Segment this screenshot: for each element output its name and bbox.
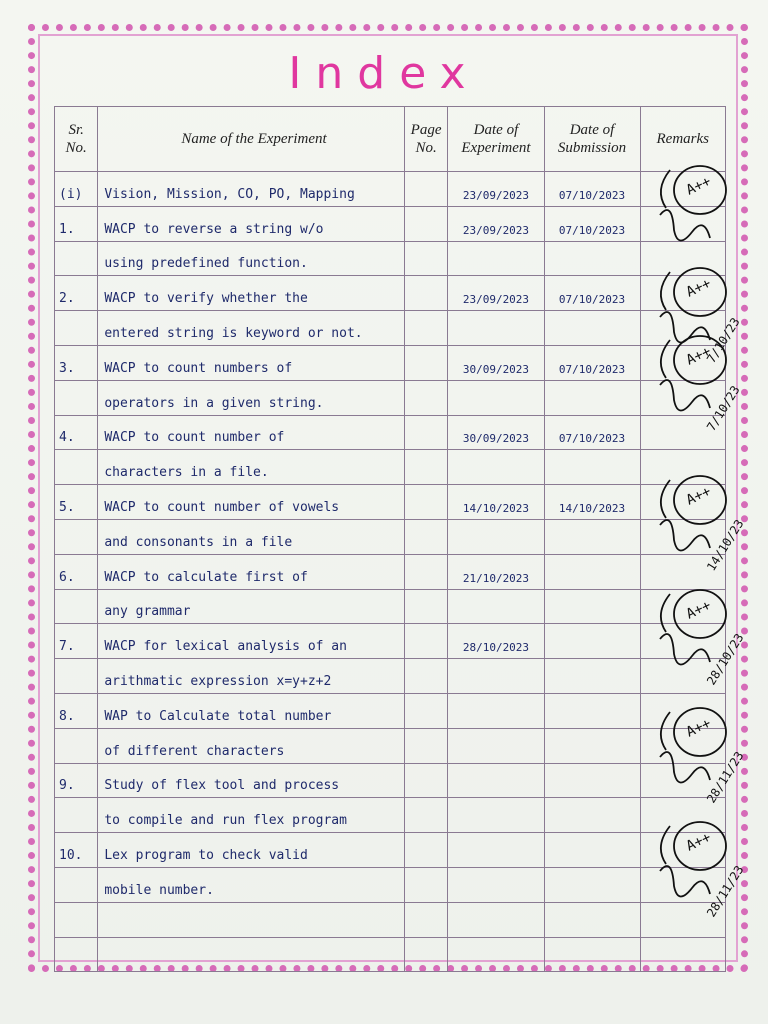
row-sr-no (55, 485, 98, 520)
row-experiment-name-text: characters in a file. (104, 465, 269, 481)
row-sr-no (55, 798, 98, 833)
row-page-no (404, 833, 448, 868)
row-date-experiment (448, 728, 544, 763)
remark-date: 14/10/23 (704, 516, 747, 574)
row-sr-no (55, 589, 98, 624)
row-sr-no (55, 206, 98, 241)
row-date-experiment-text: 28/10/2023 (462, 641, 530, 655)
row-date-experiment (448, 624, 544, 659)
row-sr-no-text: 1. (59, 221, 75, 237)
table-row (55, 554, 726, 589)
table-row (55, 380, 726, 415)
table-row (55, 624, 726, 659)
row-experiment-name-text: Study of flex tool and process (104, 778, 340, 794)
row-sr-no (55, 450, 98, 485)
row-experiment-name-text: mobile number. (104, 882, 214, 898)
row-date-submission-text: 07/10/2023 (558, 432, 626, 446)
remark-grade: A++ (683, 597, 714, 623)
row-page-no (404, 345, 448, 380)
remark-grade: A++ (683, 483, 714, 509)
row-experiment-name-text: using predefined function. (104, 256, 308, 272)
table-row (55, 485, 726, 520)
row-experiment-name (98, 728, 404, 763)
row-remarks (640, 937, 725, 972)
row-sr-no (55, 693, 98, 728)
row-date-experiment (448, 589, 544, 624)
row-sr-no (55, 554, 98, 589)
row-experiment-name (98, 519, 404, 554)
table-row (55, 659, 726, 694)
row-sr-no-text: 10. (59, 847, 83, 863)
row-experiment-name-text: WACP to calculate first of (104, 569, 308, 585)
row-experiment-name-text: WACP to count number of (104, 430, 285, 446)
table-row (55, 693, 726, 728)
row-experiment-name-text: Vision, Mission, CO, PO, Mapping (104, 186, 355, 202)
header-page-no-label: Page No. (410, 122, 442, 156)
row-experiment-name (98, 241, 404, 276)
row-experiment-name (98, 902, 404, 937)
row-experiment-name (98, 450, 404, 485)
row-page-no (404, 693, 448, 728)
row-date-submission (544, 833, 640, 868)
row-experiment-name (98, 833, 404, 868)
row-sr-no (55, 763, 98, 798)
row-sr-no-text: 9. (59, 778, 75, 794)
row-date-submission-text: 07/10/2023 (558, 293, 626, 307)
row-page-no (404, 415, 448, 450)
row-experiment-name (98, 415, 404, 450)
header-date-experiment (448, 107, 544, 172)
header-name-label: Name of the Experiment (181, 131, 327, 147)
table-row (55, 415, 726, 450)
row-sr-no (55, 519, 98, 554)
row-date-experiment (448, 311, 544, 346)
row-date-submission (544, 763, 640, 798)
row-sr-no (55, 902, 98, 937)
row-sr-no-text: 4. (59, 430, 75, 446)
row-experiment-name-text: of different characters (104, 743, 285, 759)
row-date-submission (544, 172, 640, 207)
row-date-experiment (448, 415, 544, 450)
page-title: Index (288, 48, 480, 99)
row-date-experiment (448, 833, 544, 868)
row-date-submission (544, 450, 640, 485)
row-date-experiment (448, 693, 544, 728)
row-date-submission (544, 380, 640, 415)
row-date-experiment (448, 380, 544, 415)
row-date-submission (544, 624, 640, 659)
row-experiment-name-text: entered string is keyword or not. (104, 325, 363, 341)
row-date-submission (544, 241, 640, 276)
row-page-no (404, 937, 448, 972)
header-date-submission (544, 107, 640, 172)
row-experiment-name (98, 554, 404, 589)
row-date-experiment-text: 23/09/2023 (462, 188, 530, 202)
row-experiment-name-text: Lex program to check valid (104, 847, 308, 863)
row-date-experiment (448, 345, 544, 380)
row-page-no (404, 763, 448, 798)
row-sr-no-text: 5. (59, 499, 75, 515)
row-experiment-name (98, 867, 404, 902)
row-sr-no-text: 8. (59, 708, 75, 724)
row-date-experiment (448, 276, 544, 311)
row-sr-no (55, 867, 98, 902)
row-experiment-name-text: arithmatic expression x=y+z+2 (104, 673, 332, 689)
row-date-experiment (448, 902, 544, 937)
row-date-submission (544, 345, 640, 380)
row-experiment-name-text: any grammar (104, 604, 191, 620)
row-sr-no (55, 624, 98, 659)
row-page-no (404, 276, 448, 311)
row-sr-no (55, 659, 98, 694)
header-date-experiment-label: Date of Experiment (461, 122, 531, 156)
row-date-submission (544, 867, 640, 902)
row-page-no (404, 519, 448, 554)
row-experiment-name (98, 659, 404, 694)
table-row (55, 519, 726, 554)
row-date-submission (544, 206, 640, 241)
row-page-no (404, 902, 448, 937)
row-experiment-name (98, 937, 404, 972)
row-experiment-name (98, 693, 404, 728)
row-experiment-name (98, 172, 404, 207)
row-experiment-name (98, 624, 404, 659)
row-experiment-name (98, 763, 404, 798)
row-date-submission-text: 07/10/2023 (558, 188, 626, 202)
table-row (55, 241, 726, 276)
row-page-no (404, 206, 448, 241)
remark-signature (652, 584, 764, 688)
row-experiment-name (98, 380, 404, 415)
row-date-submission-text: 14/10/2023 (558, 501, 626, 515)
table-row (55, 345, 726, 380)
remark-date: 28/11/23 (704, 748, 747, 806)
signature-scribble (652, 330, 764, 426)
row-date-submission (544, 937, 640, 972)
row-sr-no-text: (i) (59, 186, 83, 202)
table-row (55, 728, 726, 763)
row-experiment-name-text: to compile and run flex program (104, 813, 347, 829)
remark-date: 7/10/23 (704, 383, 743, 434)
remark-signature (652, 330, 764, 434)
table-row (55, 833, 726, 868)
row-date-experiment (448, 659, 544, 694)
header-sr-no-label: Sr. No. (65, 122, 87, 156)
header-remarks-label: Remarks (656, 131, 709, 147)
row-experiment-name (98, 589, 404, 624)
row-date-submission (544, 485, 640, 520)
row-date-experiment (448, 206, 544, 241)
row-page-no (404, 311, 448, 346)
row-experiment-name (98, 485, 404, 520)
row-sr-no-text: 7. (59, 639, 75, 655)
row-experiment-name-text: WACP to count number of vowels (104, 499, 340, 515)
remark-signature (652, 816, 764, 920)
table-header-row (55, 107, 726, 172)
row-page-no (404, 554, 448, 589)
remark-grade: A++ (683, 173, 714, 199)
row-date-experiment-text: 21/10/2023 (462, 571, 530, 585)
row-experiment-name-text: WAP to Calculate total number (104, 708, 332, 724)
row-date-experiment-text: 30/09/2023 (462, 432, 530, 446)
row-date-experiment (448, 798, 544, 833)
row-date-submission (544, 728, 640, 763)
table-row (55, 867, 726, 902)
row-page-no (404, 485, 448, 520)
table-row (55, 902, 726, 937)
row-date-submission (544, 276, 640, 311)
table-row (55, 937, 726, 972)
row-date-experiment (448, 172, 544, 207)
row-page-no (404, 624, 448, 659)
table-row (55, 589, 726, 624)
row-date-submission (544, 519, 640, 554)
header-date-submission-label: Date of Submission (557, 122, 627, 156)
row-experiment-name-text: WACP to verify whether the (104, 291, 308, 307)
table-row (55, 798, 726, 833)
row-experiment-name (98, 798, 404, 833)
row-sr-no (55, 172, 98, 207)
row-page-no (404, 728, 448, 763)
row-experiment-name-text: WACP for lexical analysis of an (104, 639, 347, 655)
signature-scribble (652, 584, 764, 680)
row-page-no (404, 172, 448, 207)
row-date-submission-text: 07/10/2023 (558, 362, 626, 376)
header-name (98, 107, 404, 172)
signature-scribble (652, 470, 764, 566)
row-date-experiment (448, 554, 544, 589)
row-experiment-name (98, 276, 404, 311)
row-sr-no (55, 241, 98, 276)
table-row (55, 311, 726, 346)
row-date-submission (544, 589, 640, 624)
row-date-experiment (448, 485, 544, 520)
row-page-no (404, 450, 448, 485)
row-experiment-name-text: operators in a given string. (104, 395, 324, 411)
row-date-submission (544, 415, 640, 450)
row-page-no (404, 241, 448, 276)
row-date-submission-text: 07/10/2023 (558, 223, 626, 237)
remark-date: 28/11/23 (704, 862, 747, 920)
row-sr-no (55, 380, 98, 415)
row-experiment-name-text: WACP to reverse a string w/o (104, 221, 324, 237)
row-experiment-name-text: and consonants in a file (104, 534, 293, 550)
row-date-experiment-text: 30/09/2023 (462, 362, 530, 376)
row-page-no (404, 867, 448, 902)
row-sr-no (55, 345, 98, 380)
row-sr-no-text: 6. (59, 569, 75, 585)
row-sr-no-text: 2. (59, 291, 75, 307)
row-date-submission (544, 902, 640, 937)
remark-signature (652, 702, 764, 806)
table-row (55, 172, 726, 207)
table-row (55, 206, 726, 241)
row-sr-no (55, 728, 98, 763)
table-row (55, 450, 726, 485)
remark-grade: A++ (683, 715, 714, 741)
header-sr-no (55, 107, 98, 172)
row-sr-no (55, 833, 98, 868)
row-date-submission (544, 554, 640, 589)
remark-date: 28/10/23 (704, 630, 747, 688)
row-date-experiment (448, 763, 544, 798)
row-date-experiment-text: 23/09/2023 (462, 223, 530, 237)
row-date-experiment (448, 519, 544, 554)
row-page-no (404, 589, 448, 624)
row-date-experiment (448, 867, 544, 902)
row-date-submission (544, 659, 640, 694)
header-page-no (404, 107, 448, 172)
remark-signature (652, 160, 764, 256)
table-row (55, 763, 726, 798)
row-sr-no (55, 937, 98, 972)
row-sr-no (55, 276, 98, 311)
signature-scribble (652, 160, 764, 256)
row-experiment-name (98, 311, 404, 346)
table-row (55, 276, 726, 311)
remark-grade: A++ (683, 343, 714, 369)
row-date-submission (544, 311, 640, 346)
row-date-submission (544, 798, 640, 833)
row-page-no (404, 659, 448, 694)
row-date-experiment (448, 450, 544, 485)
remark-grade: A++ (683, 829, 714, 855)
remark-grade: A++ (683, 275, 714, 301)
remark-signature (652, 470, 764, 574)
row-page-no (404, 380, 448, 415)
row-experiment-name (98, 206, 404, 241)
row-date-experiment (448, 241, 544, 276)
index-table (54, 106, 726, 972)
signature-scribble (652, 816, 764, 912)
signature-scribble (652, 702, 764, 798)
row-page-no (404, 798, 448, 833)
row-sr-no-text: 3. (59, 360, 75, 376)
row-date-experiment-text: 23/09/2023 (462, 293, 530, 307)
row-date-experiment (448, 937, 544, 972)
row-experiment-name-text: WACP to count numbers of (104, 360, 293, 376)
row-date-submission (544, 693, 640, 728)
row-sr-no (55, 415, 98, 450)
row-experiment-name (98, 345, 404, 380)
row-date-experiment-text: 14/10/2023 (462, 501, 530, 515)
row-sr-no (55, 311, 98, 346)
remark-date: 7/10/23 (704, 315, 743, 366)
